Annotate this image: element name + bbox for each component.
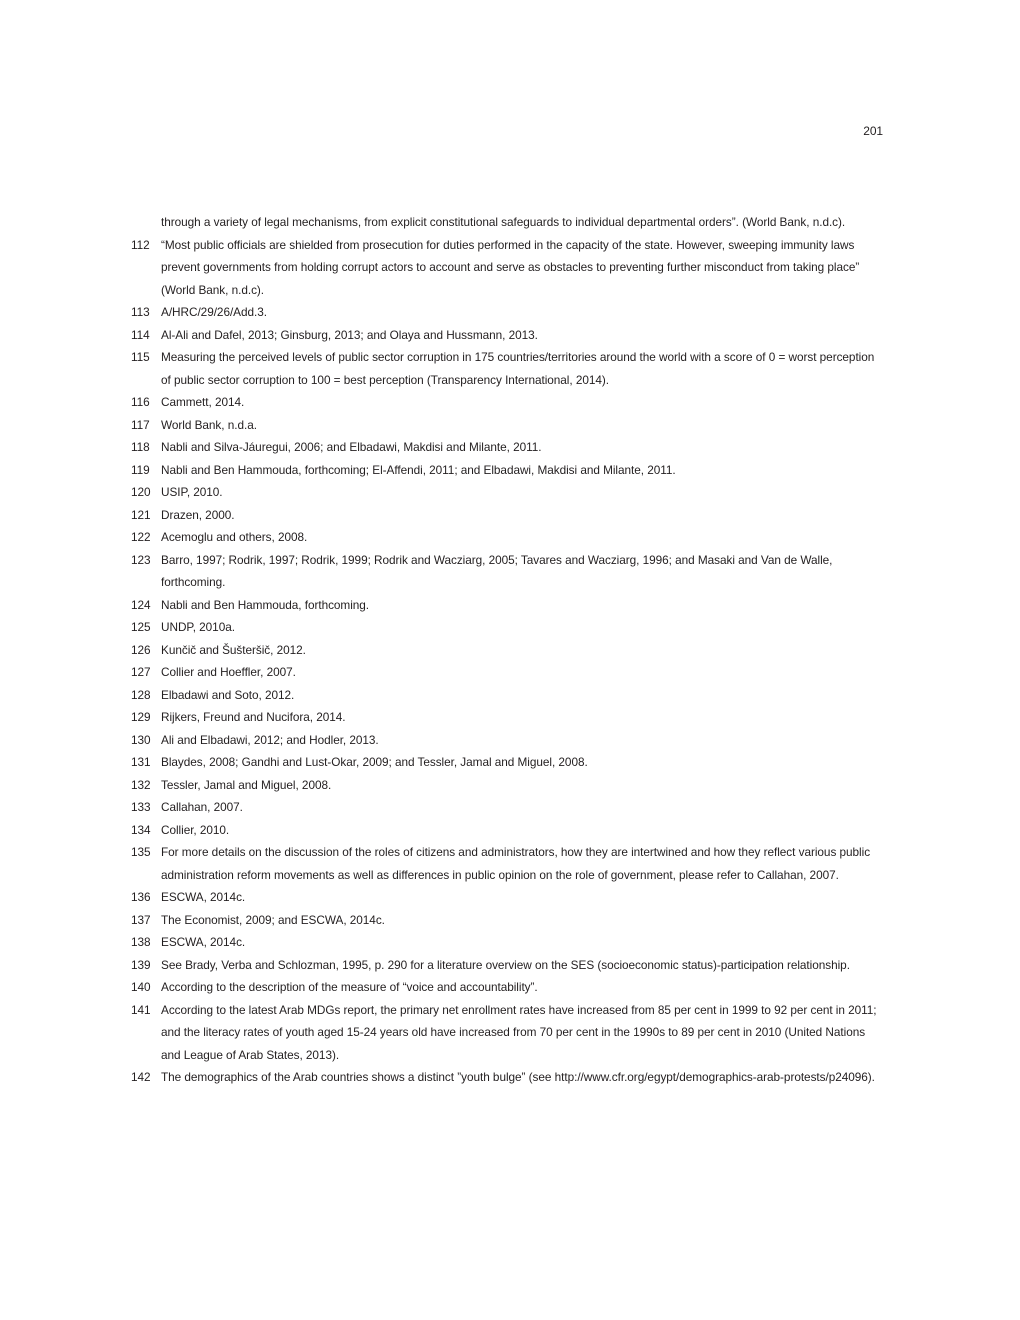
endnote-text: Barro, 1997; Rodrik, 1997; Rodrik, 1999; Rodrik and Wacziarg, 2005; Tavares and Wacziarg, 1996; and Masaki and Van de Walle, forthcoming. [161, 552, 833, 589]
endnote-item [0, 796, 883, 819]
endnote-text: Measuring the perceived levels of public sector corruption in 175 countries/territories around the world with a score of 0 = worst perception of public sector corruption to 100 = best perception (Transparency International, 2014). [161, 350, 875, 387]
endnote-number: 133 [131, 800, 151, 814]
endnote-text: Ali and Elbadawi, 2012; and Hodler, 2013. [161, 732, 379, 747]
endnote-item [0, 234, 883, 302]
endnote-number: 119 [131, 462, 150, 477]
endnote-item [0, 751, 883, 774]
endnote-item [0, 909, 883, 932]
endnote-number: 142 [131, 1070, 151, 1084]
endnote-text: Nabli and Ben Hammouda, forthcoming; El-Affendi, 2011; and Elbadawi, Makdisi and Milante, 2011. [161, 462, 676, 477]
endnote-text: Nabli and Silva-Jáuregui, 2006; and Elbadawi, Makdisi and Milante, 2011. [161, 440, 542, 454]
endnote-text: UNDP, 2010a. [161, 620, 235, 634]
endnote-text: The Economist, 2009; and ESCWA, 2014c. [161, 912, 385, 927]
endnote-number: 128 [131, 687, 151, 702]
endnote-item [0, 346, 883, 391]
endnote-number: 118 [131, 440, 150, 454]
endnote-text: USIP, 2010. [161, 485, 223, 499]
endnote-number: 116 [131, 395, 150, 409]
endnote-number: 122 [131, 530, 151, 544]
endnote-number: 138 [131, 935, 151, 949]
endnote-item [0, 841, 883, 886]
endnote-number: 120 [131, 485, 151, 499]
endnote-number: 130 [131, 732, 151, 747]
endnote-item [0, 999, 883, 1067]
endnote-item [0, 594, 883, 617]
endnote-text: Rijkers, Freund and Nucifora, 2014. [161, 710, 346, 724]
endnote-text: Acemoglu and others, 2008. [161, 530, 308, 544]
endnote-text: Callahan, 2007. [161, 800, 243, 814]
endnote-text: Tessler, Jamal and Miguel, 2008. [161, 777, 332, 792]
endnote-text: Nabli and Ben Hammouda, forthcoming. [161, 597, 370, 612]
endnote-item [0, 774, 883, 797]
endnote-item [0, 661, 883, 684]
endnote-text: ESCWA, 2014c. [161, 890, 246, 904]
page-number: 201 [863, 124, 883, 138]
endnote-number: 135 [131, 845, 151, 859]
endnotes-container [0, 234, 1020, 1089]
endnote-text: Blaydes, 2008; Gandhi and Lust-Okar, 2009; and Tessler, Jamal and Miguel, 2008. [161, 755, 588, 769]
endnote-number: 112 [131, 237, 150, 252]
endnote-number: 127 [131, 665, 151, 679]
endnote-item [0, 526, 883, 549]
endnote-number: 126 [131, 642, 151, 657]
endnote-item [0, 706, 883, 729]
endnote-text: A/HRC/29/26/Add.3. [161, 305, 267, 319]
endnote-item [0, 616, 883, 639]
endnote-number: 121 [131, 507, 151, 522]
endnote-item [0, 1066, 883, 1089]
endnote-number: 125 [131, 620, 151, 634]
endnote-number: 117 [131, 417, 150, 432]
endnote-text: According to the latest Arab MDGs report, the primary net enrollment rates have increased from 85 per cent in 1999 to 92 per cent in 2011; and the literacy rates of youth aged 15-24 years old have increased from 70 per cent in the 1990s to 89 per cent in 2010 (United Nations and League of Arab States, 2013). [161, 1002, 877, 1062]
endnotes-list [0, 211, 1020, 1089]
endnote-text: For more details on the discussion of the roles of citizens and administrators, how they are intertwined and how they reflect various public administration reform movements as well as differences in public opinion on the role of government, please refer to Callahan, 2007. [161, 845, 871, 882]
endnote-item [0, 819, 883, 842]
endnote-number: 129 [131, 710, 151, 724]
endnote-text: Elbadawi and Soto, 2012. [161, 687, 295, 702]
endnote-item [0, 549, 883, 594]
endnote-item [0, 391, 883, 414]
endnote-number: 140 [131, 980, 151, 994]
endnote-text: World Bank, n.d.a. [161, 417, 257, 432]
endnote-item [0, 459, 883, 482]
endnote-number: 115 [131, 350, 150, 364]
endnote-text: Collier and Hoeffler, 2007. [161, 665, 296, 679]
endnote-item [0, 976, 883, 999]
endnote-text: “Most public officials are shielded from prosecution for duties performed in the capacity of the state. However, sweeping immunity laws prevent governments from holding corrupt actors to account and serve as obstacles to preventing further misconduct from taking place” (World Bank, n.d.c). [161, 237, 860, 297]
endnote-text: See Brady, Verba and Schlozman, 1995, p. 290 for a literature overview on the SES (socioeconomic status)-participation relationship. [161, 957, 850, 972]
endnote-text: Cammett, 2014. [161, 395, 245, 409]
endnote-item [0, 684, 883, 707]
endnote-number: 141 [131, 1002, 151, 1017]
endnote-text: Drazen, 2000. [161, 507, 235, 522]
endnote-item [0, 931, 883, 954]
endnote-number: 132 [131, 777, 151, 792]
endnote-text: Al-Ali and Dafel, 2013; Ginsburg, 2013; and Olaya and Hussmann, 2013. [161, 327, 538, 342]
endnote-item [0, 414, 883, 437]
endnote-number: 139 [131, 957, 151, 972]
endnote-text: The demographics of the Arab countries shows a distinct ”youth bulge” (see http://www.cfr.org/egypt/demographics-arab-protests/p24096). [161, 1070, 875, 1084]
endnote-item [0, 301, 883, 324]
endnote-number: 113 [131, 305, 150, 319]
endnote-item [0, 886, 883, 909]
endnote-item [0, 729, 883, 752]
endnote-continuation [0, 211, 883, 234]
endnote-number: 134 [131, 822, 151, 837]
endnote-item [0, 324, 883, 347]
endnote-number: 123 [131, 552, 151, 567]
endnote-number: 137 [131, 912, 151, 927]
endnote-text: Kunčič and Šušteršič, 2012. [161, 642, 306, 657]
endnote-text: Collier, 2010. [161, 822, 230, 837]
endnote-number: 124 [131, 597, 151, 612]
endnote-number: 131 [131, 755, 151, 769]
endnote-number: 114 [131, 327, 150, 342]
endnote-text: through a variety of legal mechanisms, from explicit constitutional safeguards to individual departmental orders”. (World Bank, n.d.c). [161, 215, 846, 229]
endnote-text: According to the description of the measure of “voice and accountability”. [161, 980, 538, 994]
endnote-item [0, 504, 883, 527]
endnote-item [0, 639, 883, 662]
endnote-item [0, 954, 883, 977]
endnote-number: 136 [131, 890, 151, 904]
endnote-item [0, 481, 883, 504]
endnote-item [0, 436, 883, 459]
endnote-text: ESCWA, 2014c. [161, 935, 246, 949]
